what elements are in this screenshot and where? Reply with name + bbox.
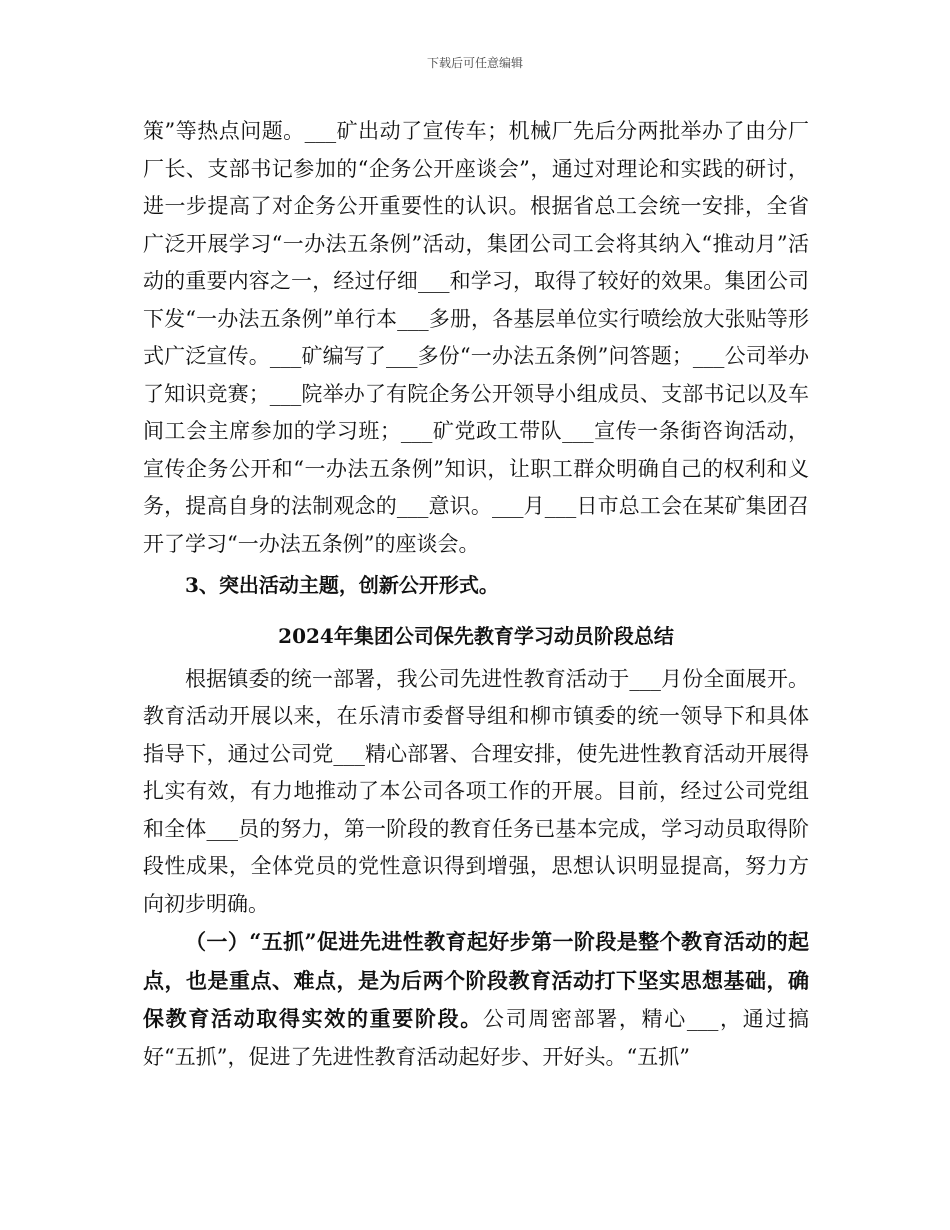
document-title: 2024年集团公司保先教育学习动员阶段总结 <box>278 623 674 648</box>
paragraph-five-grasps-text: 公司周密部署，精心___，通过搞好“五抓”，促进了先进性教育活动起好步、开好头。“五抓” <box>143 1007 810 1069</box>
section-heading-3: 3、突出活动主题，创新公开形式。 <box>185 573 499 597</box>
page-header: 下载后可任意编辑 <box>426 56 523 70</box>
paragraph-five-grasps-heading: （一）“五抓”促进先进性教育起好步第一阶段是整个教育活动的起点，也是重点、难点，是为后两个阶段教育活动打下坚实思想基础，确保教育活动取得实效的重要阶段。 <box>143 929 809 1031</box>
paragraph-activities: 策”等热点问题。___矿出动了宣传车；机械厂先后分两批举办了由分厂厂长、支部书记参加的“企务公开座谈会”，通过对理论和实践的研讨，进一步提高了对企务公开重要性的认识。根据省总工会统一安排，全省广泛开展学习“一办法五条例”活动，集团公司工会将其纳入“推动月”活动的重要内容之一，经过仔细___和学习，取得了较好的效果。集团公司下发“一办法五条例”单行本___多册，各基层单位实行喷绘放大张贴等形式广泛宣传。___矿编写了___多份“一办法五条例”问答题；___公司举办了知识竞赛；___院举办了有院企务公开领导小组成员、支部书记以及车间工会主席参加的学习班；___矿党政工带队___宣传一条街咨询活动，宣传企务公开和“一办法五条例”知识，让职工群众明确自己的权利和义务，提高自身的法制观念的___意识。___月___日市总工会在某矿集团召开了学习“一办法五条例”的座谈会。 <box>143 119 809 556</box>
paragraph-intro: 根据镇委的统一部署，我公司先进性教育活动于___月份全面展开。教育活动开展以来，在乐清市委督导组和柳市镇委的统一领导下和具体指导下，通过公司党___精心部署、合理安排，使先进性教育活动开展得扎实有效，有力地推动了本公司各项工作的开展。目前，经过公司党组和全体___员的努力，第一阶段的教育任务已基本完成，学习动员取得阶段性成果，全体党员的党性意识得到增强，思想认识明显提高，努力方向初步明确。 <box>143 666 809 916</box>
paragraph-five-grasps <box>143 923 809 1076</box>
document-body <box>143 113 809 1076</box>
